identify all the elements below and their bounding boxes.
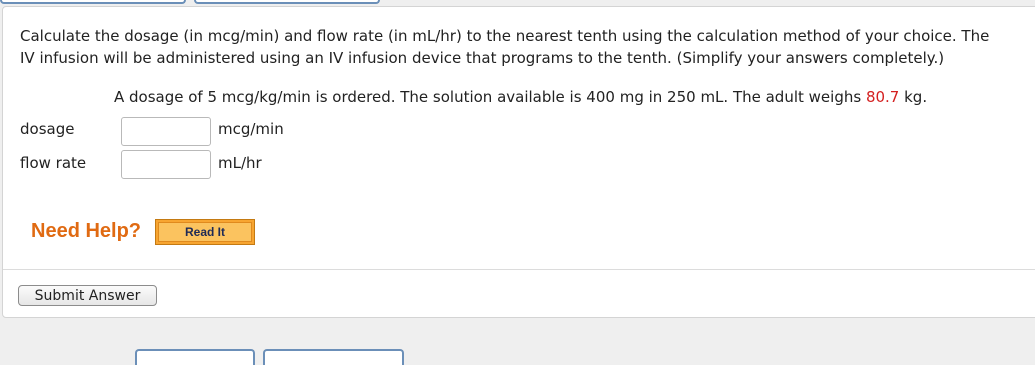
need-help-label: Need Help? [31,220,142,242]
flow-rate-input[interactable] [121,150,211,179]
instructions-line-1: Calculate the dosage (in mcg/min) and flow rate (in mL/hr) to the nearest tenth using the calculation method of your choice. The [20,27,990,45]
bottom-tab-left[interactable] [135,349,255,365]
problem-text-before: A dosage of 5 mcg/kg/min is ordered. The solution available is 400 mg in 250 mL. The adult weighs [114,88,866,106]
question-card [2,6,1035,318]
dosage-label: dosage [20,120,75,138]
problem-statement [114,87,927,107]
read-it-button-label: Read It [158,222,252,242]
submit-answer-button[interactable]: Submit Answer [18,285,157,306]
dosage-input[interactable] [121,117,211,146]
dosage-unit: mcg/min [218,120,284,138]
patient-weight-value: 80.7 [865,88,900,106]
problem-text-after: kg. [899,88,928,106]
read-it-button[interactable] [155,219,255,245]
flow-rate-label: flow rate [20,154,87,172]
bottom-tab-right[interactable] [263,349,404,365]
section-divider [3,269,1035,270]
top-tab-left[interactable] [0,0,186,4]
instructions-line-2: IV infusion will be administered using an IV infusion device that programs to the tenth. (Simplify your answers completely.) [20,49,945,67]
top-tab-right[interactable] [194,0,380,4]
question-instructions [20,25,1035,69]
flow-rate-unit: mL/hr [218,154,262,172]
